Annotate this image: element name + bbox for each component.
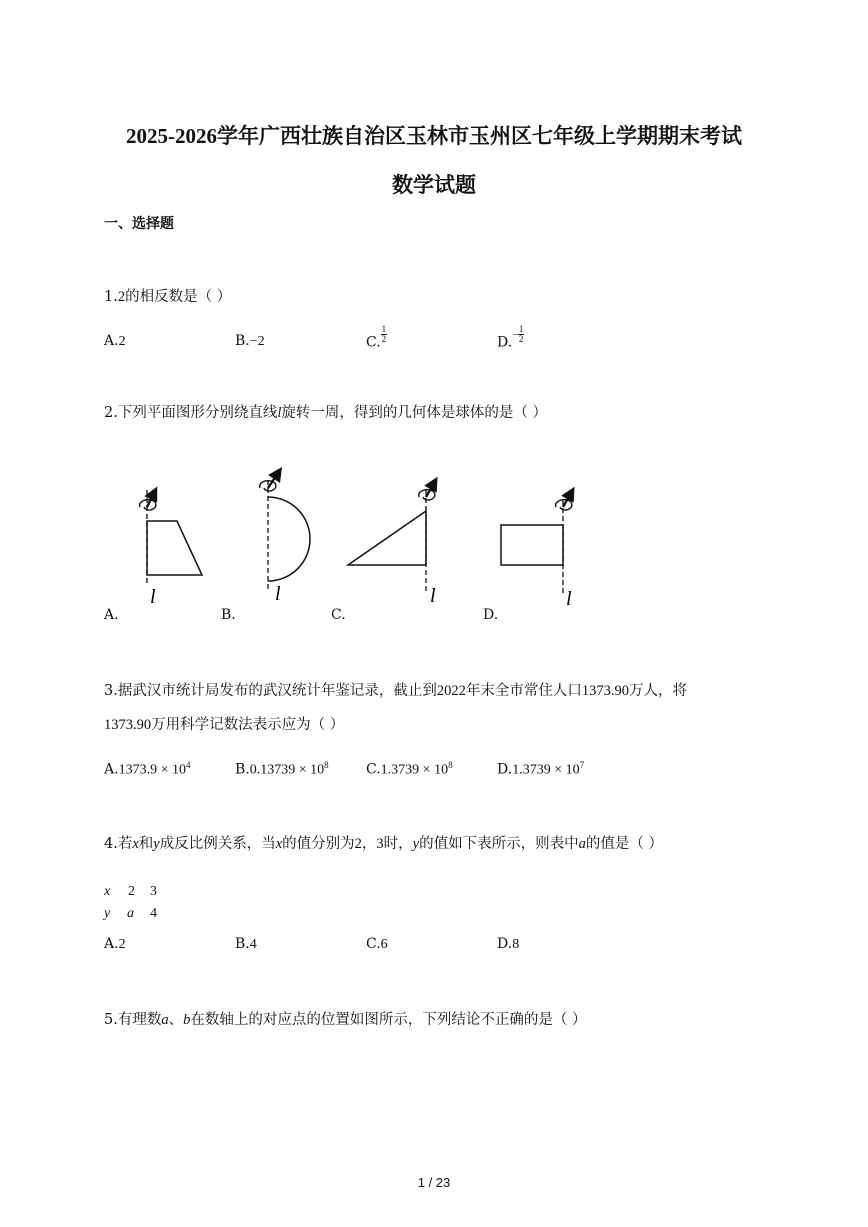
q3-option-c-exponent: 8 [448, 760, 453, 770]
q1-option-d-denominator: 2 [518, 334, 524, 344]
q4-option-a-label: A. [104, 936, 119, 952]
question-2-text-a: 2.下列平面图形分别绕直线 [104, 405, 278, 421]
q2-figure-d-rectangle [501, 493, 572, 610]
q4-var-x-2: x [275, 836, 283, 852]
q4-option-c-value: 6 [380, 937, 388, 952]
q4-table-cell: x [104, 884, 111, 899]
q4-table-cell: 4 [150, 906, 157, 921]
q2-figure-d-axis-label: l [566, 588, 572, 610]
q4-option-d-value: 8 [512, 937, 520, 952]
q3-option-c[interactable] [366, 760, 453, 779]
q3-option-d-base: 1.3739 × 10 [512, 762, 580, 778]
q3-option-a-label: A. [104, 761, 119, 778]
section-heading-choice: 一、选择题 [104, 216, 174, 232]
q4-value-2: 3 [376, 836, 384, 852]
q1-option-c-denominator: 2 [381, 334, 387, 344]
q4-option-c[interactable] [366, 936, 388, 953]
q3-option-c-label: C. [366, 761, 381, 778]
q5-text-3: 在数轴上的对应点的位置如图所示，下列结论不正确的是（ ） [190, 1012, 587, 1028]
q1-option-c-fraction [381, 325, 388, 344]
q2-option-c[interactable]: C. [331, 607, 346, 623]
q4-option-a[interactable] [104, 936, 126, 953]
question-3-year: 2022 [436, 683, 466, 699]
question-1-number-value: 2 [117, 289, 126, 305]
question-3-value: 1373.90 [581, 683, 629, 699]
q4-var-y: y [153, 836, 160, 852]
question-3-text-a: 3.据武汉市统计局发布的武汉统计年鉴记录，截止到 [104, 683, 437, 699]
question-2-text-b: 旋转一周，得到的几何体是球体的是（ ） [281, 405, 547, 421]
question-3-text-b: 年末全市常住人口 [465, 683, 582, 699]
q2-figure-c-axis-label: l [430, 585, 436, 607]
q1-option-b-label: B. [235, 333, 250, 349]
q4-text-6: 时， [383, 836, 413, 852]
q3-option-a[interactable] [104, 760, 190, 779]
q5-var-a: a [161, 1012, 169, 1028]
q4-value-1: 2 [354, 836, 362, 852]
question-3-line-2 [104, 713, 344, 734]
question-3-line-2-text: 万用科学记数法表示应为（ ） [151, 717, 345, 733]
q4-table-cell: y [104, 906, 111, 921]
q4-text-8: 的值是（ ） [585, 836, 663, 852]
q3-option-a-exponent: 4 [185, 760, 191, 770]
q2-option-b[interactable]: B. [221, 607, 236, 623]
q2-figure-b-semicircle [260, 473, 310, 605]
q4-option-a-value: 2 [118, 937, 126, 952]
q2-option-a[interactable]: A. [104, 607, 119, 623]
q3-option-b[interactable] [235, 760, 329, 779]
document-subtitle: 数学试题 [392, 173, 476, 197]
q2-figure-a-axis-label: l [150, 586, 156, 608]
question-3-line-1 [104, 679, 687, 700]
q4-option-d[interactable] [497, 936, 519, 953]
q3-option-b-base: 0.13739 × 10 [249, 762, 325, 778]
q4-text-2: 和 [138, 836, 154, 852]
q2-figures [0, 455, 868, 615]
q4-option-b-value: 4 [249, 937, 257, 952]
q4-option-b[interactable] [235, 936, 257, 953]
question-1-number: 1. [104, 289, 118, 305]
q5-text-2: 、 [168, 1012, 184, 1028]
q1-option-a[interactable] [104, 333, 126, 350]
question-3-line-2-value: 1373.90 [104, 717, 152, 733]
q1-option-d-sign: − [512, 329, 518, 341]
q2-option-d[interactable]: D. [483, 607, 499, 623]
document-title: 2025-2026学年广西壮族自治区玉林市玉州区七年级上学期期末考试 [126, 124, 742, 148]
q1-option-a-value: 2 [118, 334, 126, 349]
q1-option-b[interactable] [235, 333, 265, 350]
q2-figure-c-triangle [348, 483, 436, 607]
q4-table-cell: 2 [128, 884, 135, 899]
q5-var-b: b [183, 1012, 191, 1028]
q1-option-d[interactable] [497, 324, 524, 352]
q4-text-5: ， [361, 836, 377, 852]
q4-option-b-label: B. [235, 936, 250, 952]
q4-text-7: 的值如下表所示，则表中 [419, 836, 579, 852]
q3-option-b-label: B. [235, 761, 250, 778]
q3-option-d[interactable] [497, 760, 584, 779]
q4-var-y-2: y [412, 836, 420, 852]
question-4 [104, 832, 663, 853]
question-5 [104, 1008, 586, 1029]
q4-table-cell: a [127, 906, 134, 921]
question-2-var: l [277, 405, 282, 421]
q1-option-a-label: A. [104, 333, 119, 349]
q4-option-d-label: D. [497, 936, 513, 952]
q4-text-3: 成反比例关系，当 [159, 836, 276, 852]
q1-option-d-numerator: 1 [518, 324, 524, 334]
q3-option-a-base: 1373.9 × 10 [118, 762, 186, 778]
q4-text-4: 的值分别为 [282, 836, 355, 852]
question-2 [104, 401, 547, 422]
question-1 [104, 285, 231, 306]
q4-table-cell: 3 [150, 884, 157, 899]
q1-option-d-label: D. [497, 334, 513, 351]
q1-option-b-value: −2 [249, 334, 265, 349]
question-3-text-c: 万人，将 [628, 683, 687, 699]
q5-text-1: 5.有理数 [104, 1012, 162, 1028]
q4-text-1: 4.若 [104, 836, 133, 852]
q1-option-c-numerator: 1 [381, 324, 387, 334]
page-number: 1 / 23 [417, 1175, 451, 1190]
q2-figure-a-trapezoid [140, 490, 202, 608]
question-1-text: 的相反数是（ ） [125, 289, 232, 305]
q4-value-table [104, 884, 184, 928]
q2-figure-b-axis-label: l [275, 583, 281, 605]
q3-option-c-base: 1.3739 × 10 [380, 762, 449, 778]
q1-option-c[interactable] [366, 324, 387, 352]
q4-var-a: a [578, 836, 586, 852]
q3-option-d-label: D. [497, 761, 513, 778]
q3-option-d-exponent: 7 [579, 760, 585, 770]
q4-option-c-label: C. [366, 936, 381, 952]
q1-option-d-fraction [518, 325, 525, 344]
q1-option-c-label: C. [366, 334, 381, 351]
q3-option-b-exponent: 8 [324, 760, 329, 770]
q4-var-x: x [132, 836, 139, 852]
